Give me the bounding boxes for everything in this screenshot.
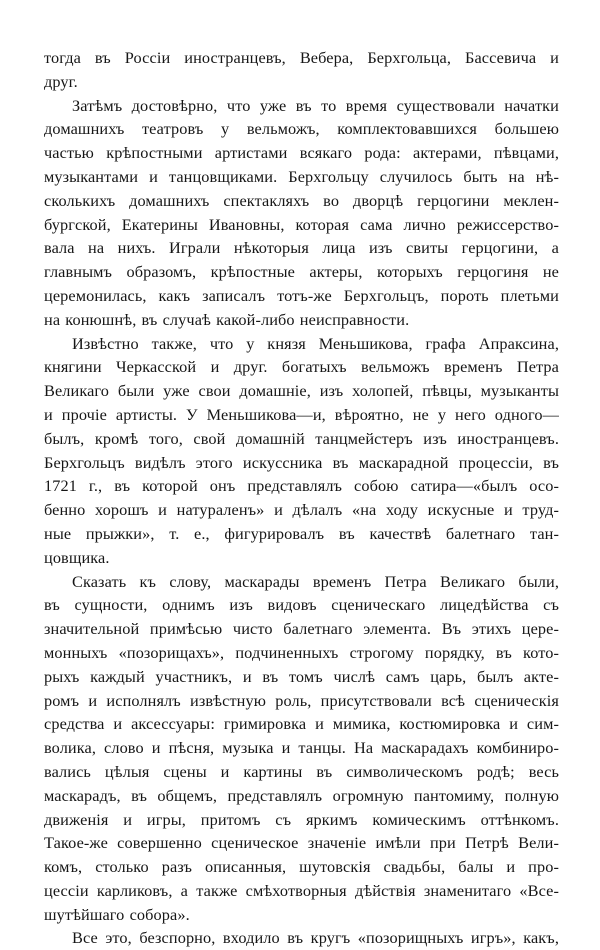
text-line: главнымъ образомъ, крѣпостные актеры, которыхъ герцогиня не — [44, 262, 559, 282]
text-line: вались цѣлыя сцены и картины въ символическомъ родѣ; весь — [44, 761, 559, 781]
text-line: частью крѣпостными артистами всякаго рода: актерами, пѣвцами, — [44, 143, 559, 163]
document-page — [44, 46, 559, 950]
text-line: рыхъ каждый участникъ, и въ томъ числѣ самъ царь, былъ акте- — [44, 666, 559, 686]
text-line: значительной примѣсью чисто балетнаго элемента. Въ этихъ цере- — [44, 619, 559, 639]
text-line: маскарадъ, въ общемъ, представлялъ огромную пантомиму, полную — [44, 785, 559, 805]
text-line: ромъ и исполнялъ извѣстную роль, присутствовали всѣ сценическiя — [44, 690, 559, 710]
text-line: цовщика. — [44, 547, 110, 567]
text-line: домашнихъ театровъ у вельможъ, комплектовавшихся большею — [44, 119, 559, 139]
text-line: Берхгольцъ видѣлъ этого искуссника въ маскарадной процессiи, въ — [44, 452, 559, 472]
text-line: на конюшнѣ, въ случаѣ какой-либо неисправности. — [44, 309, 410, 329]
text-line: музыкантами и танцовщиками. Берхгольцу случилось быть на нѣ- — [44, 166, 559, 186]
text-line: движенiя и игры, притомъ съ яркимъ комическимъ оттѣнкомъ. — [44, 809, 559, 829]
text-line: друг. — [44, 71, 78, 91]
text-line: бенно хорошъ и натураленъ» и дѣлалъ «на ходу искусные и труд- — [44, 500, 559, 520]
text-line: цессiи карликовъ, а также смѣхотворныя дѣйствiя знаменитаго «Все- — [44, 880, 559, 900]
text-line: и прочiе артисты. У Меньшикова—и, вѣроятно, не у него одного— — [44, 404, 559, 424]
text-line: былъ, кромѣ того, свой домашнiй танцмейстеръ изъ иностранцевъ. — [44, 428, 559, 448]
text-line: въ сущности, однимъ изъ видовъ сценическаго лицедѣйства съ — [44, 595, 559, 615]
text-line: вала на нихъ. Играли нѣкоторыя лица изъ свиты герцогини, а — [44, 238, 559, 258]
text-line: княгини Черкасской и друг. богатыхъ вельможъ временъ Петра — [44, 357, 559, 377]
text-line: ные прыжки», т. е., фигурировалъ въ качествѣ балетнаго тан- — [44, 523, 559, 543]
text-line: бургской, Екатерины Ивановны, которая сама лично режиссерство- — [44, 214, 559, 234]
text-line: Великаго были уже свои домашнiе, изъ холопей, пѣвцы, музыканты — [44, 381, 559, 401]
text-line: 1721 г., въ которой онъ представлялъ собою сатира—«былъ осо- — [44, 476, 559, 496]
text-line: Извѣстно также, что у князя Меньшикова, графа Апраксина, — [72, 333, 559, 353]
text-line: Сказать къ слову, маскарады временъ Петра Великаго были, — [72, 571, 559, 591]
text-line: волика, слово и пѣсня, музыка и танцы. На маскарадахъ комбиниро- — [44, 738, 559, 758]
text-line: средства и аксессуары: гримировка и мимика, костюмировка и сим- — [44, 714, 559, 734]
text-line: Такое-же совершенно сценическое значенiе имѣли при Петрѣ Вели- — [44, 833, 559, 853]
text-line: Все это, безспорно, входило въ кругъ «позорищныхъ игръ», какъ, — [72, 928, 559, 948]
text-line: тогда въ Россiи иностранцевъ, Вебера, Берхгольца, Бассевича и — [44, 48, 559, 67]
text-line: шутѣйшаго собора». — [44, 904, 190, 924]
text-line: комъ, столько разъ описанныя, шутовскiя свадьбы, балы и про- — [44, 857, 559, 877]
text-line: сколькихъ домашнихъ спектакляхъ во дворцѣ герцогини меклен- — [44, 190, 559, 210]
text-line: церемонилась, какъ записалъ тотъ-же Берхгольцъ, пороть плетьми — [44, 285, 559, 305]
text-line: Затѣмъ достовѣрно, что уже въ то время существовали начатки — [72, 95, 559, 115]
text-line: монныхъ «позорищахъ», подчиненныхъ строгому порядку, въ кото- — [44, 642, 559, 662]
